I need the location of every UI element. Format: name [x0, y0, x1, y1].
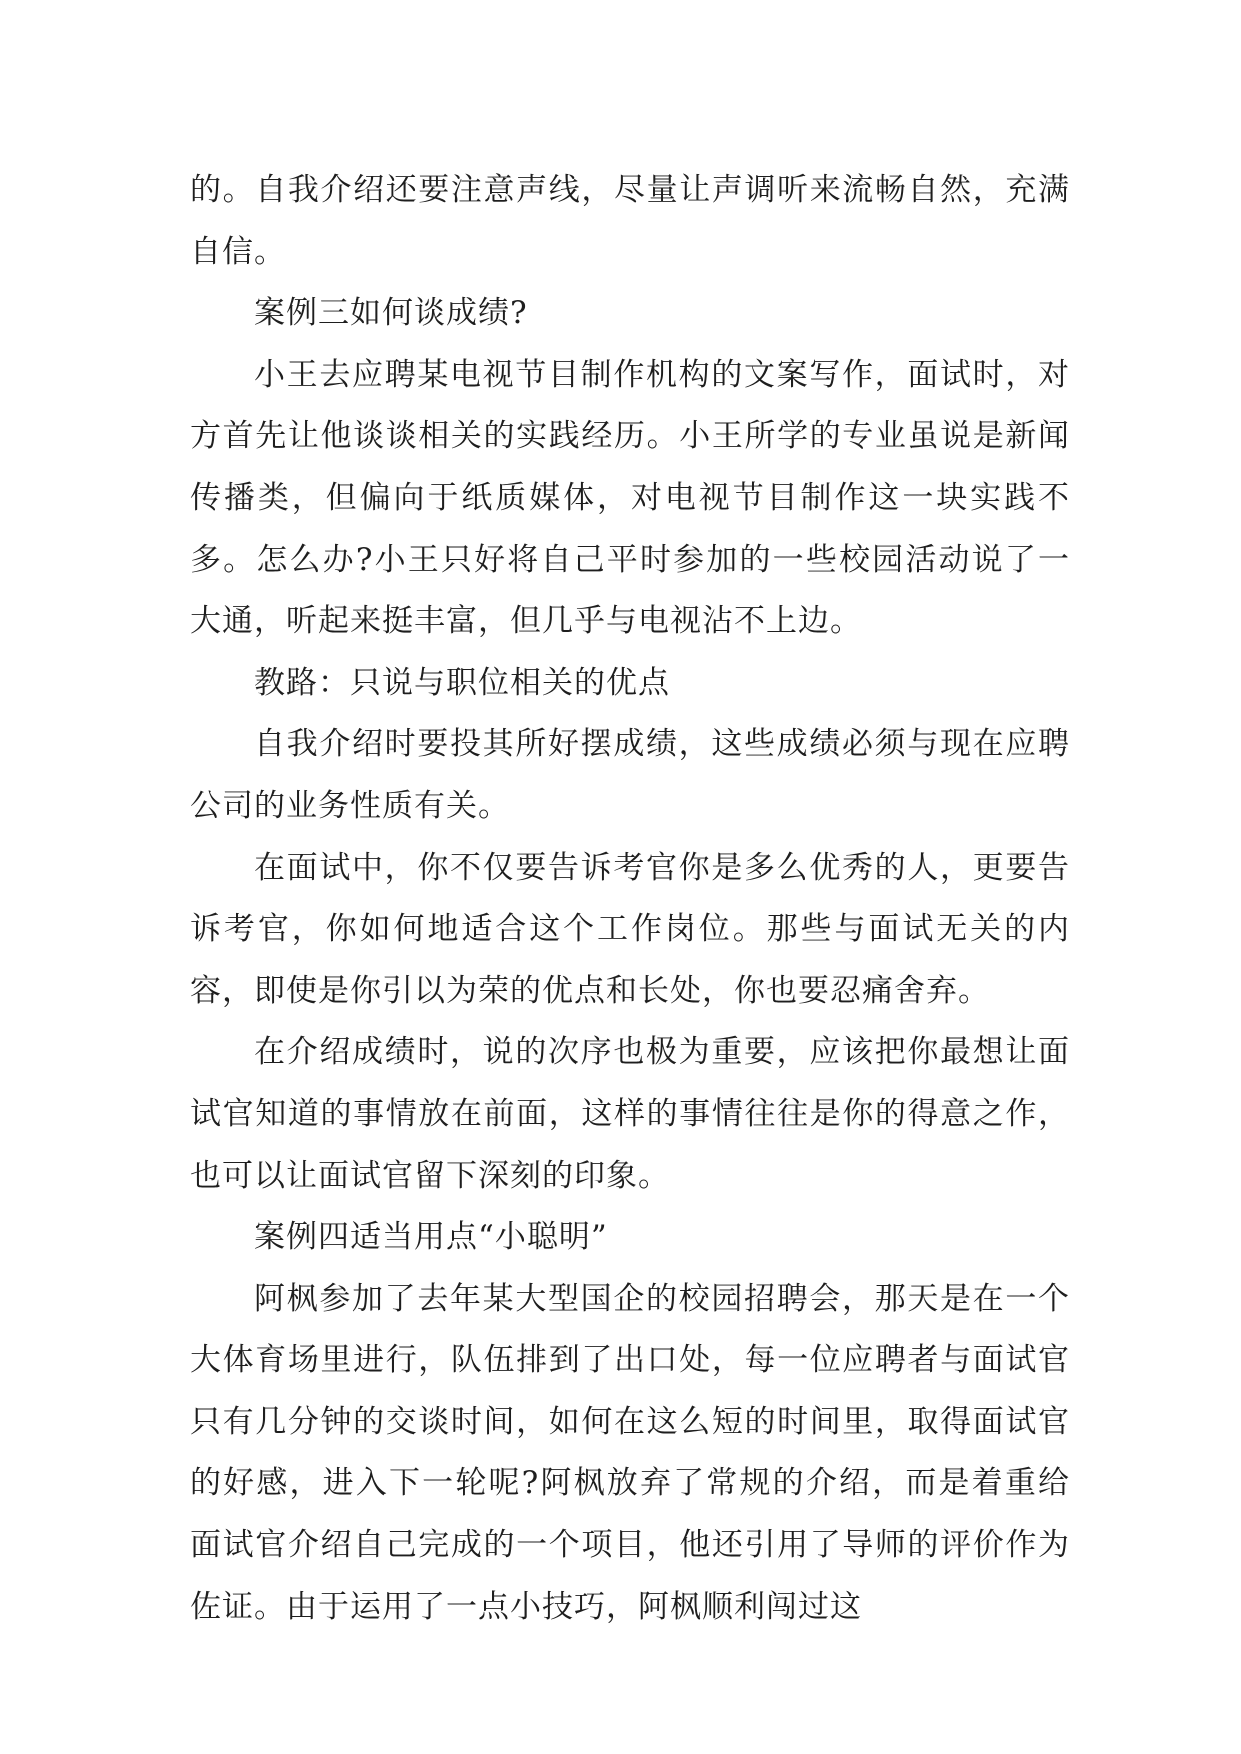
- case-four-story: 阿枫参加了去年某大型国企的校园招聘会，那天是在一个大体育场里进行，队伍排到了出口处，每一位应聘者与面试官只有几分钟的交谈时间，如何在这么短的时间里，取得面试官的好感，进入下一轮呢?阿枫放弃了常规的介绍，而是着重给面试官介绍自己完成的一个项目，他还引用了导师的评价作为佐证。由于运用了一点小技巧，阿枫顺利闯过这: [190, 1280, 1070, 1625]
- tip-paragraph-3: 在介绍成绩时，说的次序也极为重要，应该把你最想让面试官知道的事情放在前面，这样的事情往往是你的得意之作，也可以让面试官留下深刻的印象。: [190, 1034, 1070, 1194]
- tip-heading: 教路：只说与职位相关的优点: [254, 664, 670, 701]
- case-four-heading: 案例四适当用点“小聪明”: [254, 1219, 608, 1256]
- tip-paragraph-1: 自我介绍时要投其所好摆成绩，这些成绩必须与现在应聘公司的业务性质有关。: [190, 726, 1070, 824]
- tip-paragraph-2: 在面试中，你不仅要告诉考官你是多么优秀的人，更要告诉考官，你如何地适合这个工作岗位。那些与面试无关的内容，即使是你引以为荣的优点和长处，你也要忍痛舍弃。: [190, 849, 1070, 1009]
- paragraph-continuation: 的。自我介绍还要注意声线，尽量让声调听来流畅自然，充满自信。: [190, 172, 1070, 270]
- case-three-story: 小王去应聘某电视节目制作机构的文案写作，面试时，对方首先让他谈谈相关的实践经历。小王所学的专业虽说是新闻传播类，但偏向于纸质媒体，对电视节目制作这一块实践不多。怎么办?小王只好将自己平时参加的一些校园活动说了一大通，听起来挺丰富，但几乎与电视沾不上边。: [190, 356, 1070, 640]
- document-body: [190, 160, 1070, 1638]
- case-three-heading: 案例三如何谈成绩?: [254, 295, 528, 332]
